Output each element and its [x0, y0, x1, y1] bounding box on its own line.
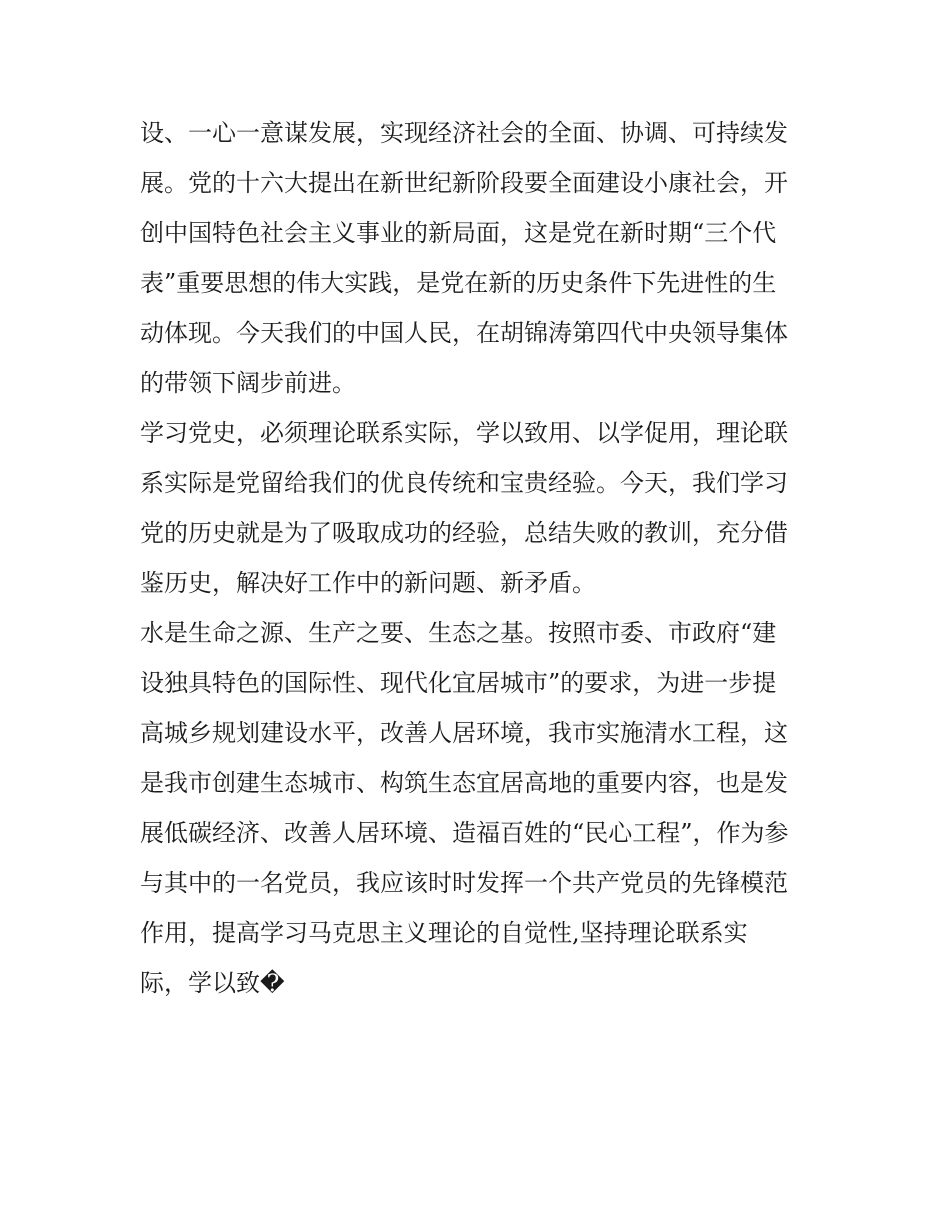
- text-line: 展。党的十六大提出在新世纪新阶段要全面建设小康社会，开: [140, 169, 788, 197]
- text-line: 与其中的一名党员，我应该时时发挥一个共产党员的先锋模范: [140, 869, 788, 897]
- text-line: 展低碳经济、改善人居环境、造福百姓的“民心工程”，作为参: [140, 819, 789, 847]
- paragraph-2: [140, 408, 830, 608]
- text-line: 创中国特色社会主义事业的新局面，这是党在新时期“三个代: [140, 219, 777, 247]
- text-line: 设、一心一意谋发展，实现经济社会的全面、协调、可持续发: [140, 119, 788, 147]
- text-line: 学习党史，必须理论联系实际，学以致用、以学促用，理论联: [140, 419, 788, 447]
- text-line: 的带领下阔步前进。: [140, 369, 356, 397]
- text-line: 高城乡规划建设水平，改善人居环境，我市实施清水工程，这: [140, 719, 788, 747]
- text-line: 作用，提高学习马克思主义理论的自觉性,坚持理论联系实: [140, 919, 748, 947]
- text-line: 表”重要思想的伟大实践，是党在新的历史条件下先进性的生: [140, 269, 777, 297]
- text-line: 际，学以致�: [140, 969, 285, 997]
- text-line: 是我市创建生态城市、构筑生态宜居高地的重要内容，也是发: [140, 769, 788, 797]
- text-line: 系实际是党留给我们的优良传统和宝贵经验。今天，我们学习: [140, 469, 788, 497]
- paragraph-3: [140, 608, 830, 1008]
- body-text: [140, 108, 830, 1008]
- paragraph-1: [140, 108, 830, 408]
- text-line: 党的历史就是为了吸取成功的经验，总结失败的教训，充分借: [140, 519, 788, 547]
- text-line: 水是生命之源、生产之要、生态之基。按照市委、市政府“建: [140, 619, 777, 647]
- text-line: 鉴历史，解决好工作中的新问题、新矛盾。: [140, 569, 596, 597]
- text-line: 动体现。今天我们的中国人民，在胡锦涛第四代中央领导集体: [140, 319, 788, 347]
- text-line: 设独具特色的国际性、现代化宜居城市”的要求，为进一步提: [140, 669, 777, 697]
